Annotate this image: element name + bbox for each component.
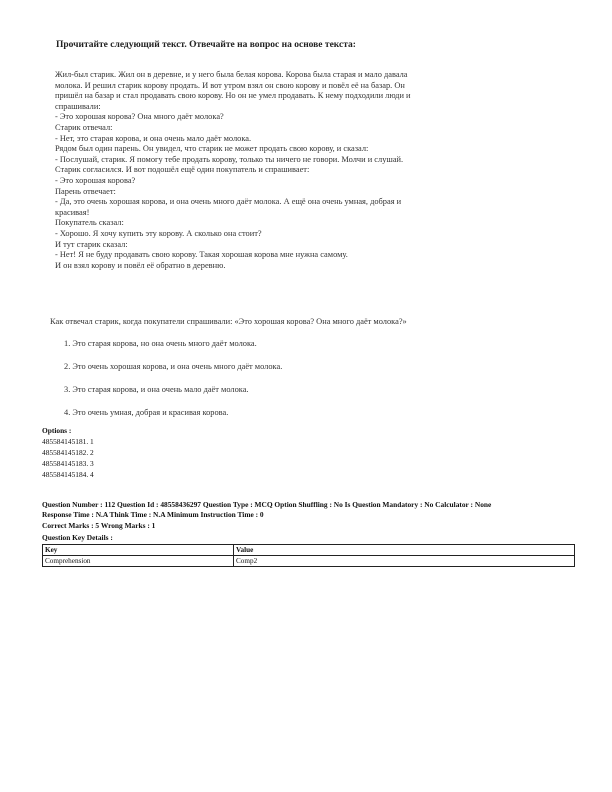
- passage-line: Парень отвечает:: [55, 186, 116, 196]
- passage-line: И тут старик сказал:: [55, 239, 128, 249]
- marks-info: Correct Marks : 5 Wrong Marks : 1: [42, 521, 156, 530]
- answer-choices: [64, 339, 282, 431]
- table-header-value: Value: [234, 545, 575, 556]
- passage-line: Рядом был один парень. Он увидел, что старик не может продать свою корову, и сказал:: [55, 144, 369, 154]
- passage-line: Старик согласился. И вот подошёл ещё один покупатель и спрашивает:: [55, 165, 310, 175]
- passage-line: Старик отвечал:: [55, 122, 113, 132]
- passage-line: Жил-был старик. Жил он в деревне, и у него была белая корова. Корова была старая и мало давала: [55, 70, 408, 79]
- option-id: 485584145181. 1: [42, 437, 94, 446]
- passage-line: - Это хорошая корова?: [55, 175, 136, 185]
- answer-choice-1: 1. Это старая корова, но она очень много даёт молока.: [64, 339, 257, 348]
- answer-choice-4: 4. Это очень умная, добрая и красивая корова.: [64, 408, 229, 417]
- passage-line: - Хорошо. Я хочу купить эту корову. А сколько она стоит?: [55, 228, 262, 238]
- table-row: [43, 556, 575, 567]
- question-info-line-2: Response Time : N.A Think Time : N.A Minimum Instruction Time : 0: [42, 509, 264, 519]
- answer-choice-2: 2. Это очень хорошая корова, и она очень много даёт молока.: [64, 362, 283, 371]
- options-title: Options :: [42, 426, 72, 435]
- table-header-row: [43, 545, 575, 556]
- table-cell-value: Comp2: [234, 556, 575, 567]
- option-id: 485584145182. 2: [42, 448, 94, 457]
- passage-line: Покупатель сказал:: [55, 218, 124, 228]
- key-details-table: [42, 544, 575, 567]
- instruction-heading: Прочитайте следующий текст. Отвечайте на вопрос на основе текста:: [56, 40, 356, 50]
- option-id: 485584145183. 3: [42, 459, 94, 468]
- key-details-title: Question Key Details :: [42, 533, 113, 542]
- question-info: [42, 500, 582, 519]
- passage-line: - Нет, это старая корова, и она очень мало даёт молока.: [55, 133, 252, 143]
- passage-line: - Послушай, старик. Я помогу тебе продать корову, только ты ничего не говори. Молчи и слушай.: [55, 154, 404, 164]
- reading-passage: [55, 70, 465, 271]
- passage-line: - Да, это очень хорошая корова, и она очень много даёт молока. А ещё она очень умная, добрая и: [55, 197, 402, 207]
- question-info-line-1: Question Number : 112 Question Id : 48558436297 Question Type : MCQ Option Shuffling : No Is Question Mandatory : No Calculator : None: [42, 500, 492, 509]
- table-header-key: Key: [43, 545, 234, 556]
- option-id: 485584145184. 4: [42, 470, 94, 479]
- passage-line: - Нет! Я не буду продавать свою корову. Такая хорошая корова мне нужна самому.: [55, 250, 348, 260]
- question-text: Как отвечал старик, когда покупатели спрашивали: «Это хорошая корова? Она много даёт молока?»: [50, 317, 407, 326]
- passage-line: спрашивали:: [55, 101, 101, 111]
- options-list: [42, 425, 94, 480]
- passage-line: И он взял корову и повёл её обратно в деревню.: [55, 260, 226, 270]
- table-cell-key: Comprehension: [43, 556, 234, 567]
- answer-choice-3: 3. Это старая корова, и она очень мало даёт молока.: [64, 385, 249, 394]
- passage-line: пришёл на базар и стал продавать свою корову. Но он не умел продавать. К нему подходили люди и: [55, 91, 411, 101]
- passage-line: - Это хорошая корова? Она много даёт молока?: [55, 112, 224, 122]
- passage-line: молока. И решил старик корову продать. И вот утром взял он свою корову и повёл её на базар. Он: [55, 80, 405, 90]
- passage-line: красивая!: [55, 207, 90, 217]
